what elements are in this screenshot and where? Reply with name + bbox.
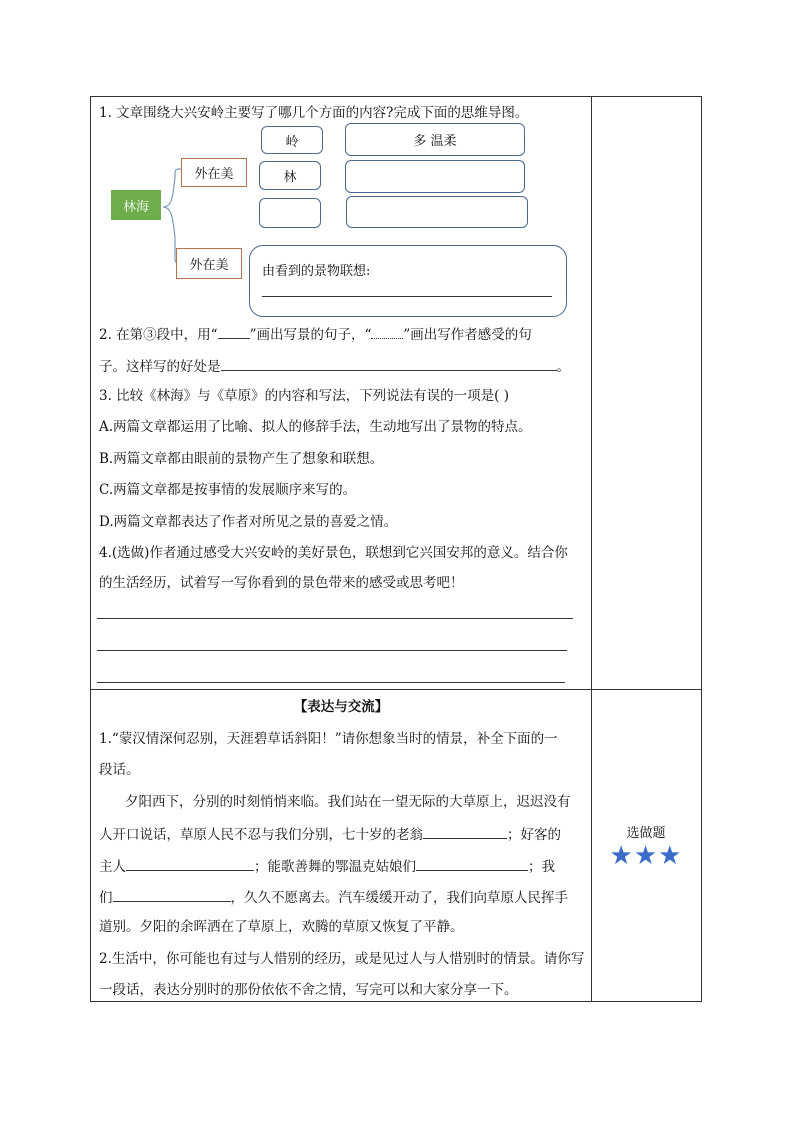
p3-text-b: ；能歌善舞的鄂温克姑娘们 [254, 859, 416, 875]
blank-us[interactable] [113, 886, 231, 902]
p2-text-b: ；好客的 [507, 827, 561, 843]
paragraph-line-1: 夕阳西下，分别的时刻悄悄来临。我们站在一望无际的大草原上，迟迟没有 [125, 794, 571, 810]
blank-girls[interactable] [416, 855, 528, 871]
q3-option-a: A.两篇文章都运用了比喻、拟人的修辞手法，生动地写出了景物的特点。 [99, 419, 532, 435]
q2-text-b: ”画出写景的句子，“ [249, 327, 372, 343]
optional-label: 选做题 [626, 826, 666, 841]
mindmap-root: 林海 [111, 190, 161, 220]
q3-option-d: D.两篇文章都表达了作者对所见之景的喜爱之情。 [99, 514, 398, 530]
p4-text-b: ，久久不愿离去。汽车缓缓开动了，我们向草原人民挥手 [230, 890, 568, 906]
q3-option-b: B.两篇文章都由眼前的景物产生了想象和联想。 [99, 451, 384, 467]
blank-old-man[interactable] [423, 823, 507, 839]
q4-answer-line-3[interactable] [97, 682, 565, 683]
paragraph-line-3 [99, 855, 555, 877]
q4-line2: 的生活经历，试着写一写你看到的景色带来的感受或思考吧！ [99, 575, 464, 591]
q2-text-d: 子。这样写的好处是 [99, 359, 221, 375]
association-answer-line[interactable] [262, 296, 552, 297]
mindmap-item-ling: 岭 [261, 126, 323, 154]
q4-line1: 4.(选做)作者通过感受大兴安岭的美好景色，联想到它兴国安邦的意义。结合你 [99, 545, 568, 561]
mindmap-desc-bottom[interactable] [346, 196, 528, 228]
q4-answer-line-1[interactable] [97, 618, 573, 619]
p3-text-a: 主人 [99, 859, 126, 875]
q2-answer-line[interactable] [221, 355, 557, 371]
association-label: 由看到的景物联想: [262, 264, 371, 279]
q2-text-c: ”画出写作者感受的句 [403, 327, 532, 343]
q3-stem: 3. 比较《林海》与《草原》的内容和写法，下列说法有误的一项是( ) [99, 388, 509, 404]
worksheet-table [90, 96, 702, 1002]
mindmap-association-box[interactable] [249, 245, 567, 317]
p3-text-c: ；我 [528, 859, 555, 875]
q2-line1 [99, 323, 532, 345]
s2-q1-line2: 段话。 [99, 762, 140, 778]
q2-text-a: 2. 在第③段中，用“ [99, 327, 218, 343]
s2-q2-line1: 2.生活中，你可能也有过与人惜别的经历，或是见过人与人惜别时的情景。请你写 [99, 951, 585, 967]
q2-text-end: 。 [556, 359, 570, 375]
q3-option-c: C.两篇文章都是按事情的发展顺序来写的。 [99, 482, 357, 498]
p4-text-a: 们 [99, 890, 113, 906]
q4-answer-line-2[interactable] [97, 650, 567, 651]
blank-host[interactable] [126, 855, 254, 871]
paragraph-line-2 [99, 823, 561, 845]
star-rating: ★★★ [609, 841, 683, 871]
wavy-underline-sample [371, 323, 403, 339]
mindmap-branch-outer-beauty-top: 外在美 [181, 158, 247, 187]
mindmap-item-blank[interactable] [259, 198, 321, 228]
row-divider [91, 689, 701, 690]
straight-underline-sample [218, 323, 250, 339]
section-title: 【表达与交流】 [293, 699, 389, 715]
mindmap-branch-outer-beauty-bottom: 外在美 [176, 248, 242, 279]
mindmap-desc-top: 多 温柔 [345, 123, 525, 156]
p2-text-a: 人开口说话，草原人民不忍与我们分别，七十岁的老翁 [99, 827, 423, 843]
s2-q2-line2: 一段话，表达分别时的那份依依不舍之情，写完可以和大家分享一下。 [99, 982, 518, 998]
q2-line2 [99, 355, 570, 377]
paragraph-line-4 [99, 886, 568, 908]
mindmap-item-lin: 林 [259, 161, 321, 190]
s2-q1-line1: 1.“蒙汉情深何忍别，天涯碧草话斜阳！”请你想象当时的情景，补全下面的一 [99, 731, 558, 747]
mindmap-desc-middle[interactable] [345, 160, 525, 193]
paragraph-line-5: 道别。夕阳的余晖洒在了草原上，欢腾的草原又恢复了平静。 [99, 919, 464, 935]
q1-text: 1. 文章围绕大兴安岭主要写了哪几个方面的内容?完成下面的思维导图。 [99, 105, 529, 121]
